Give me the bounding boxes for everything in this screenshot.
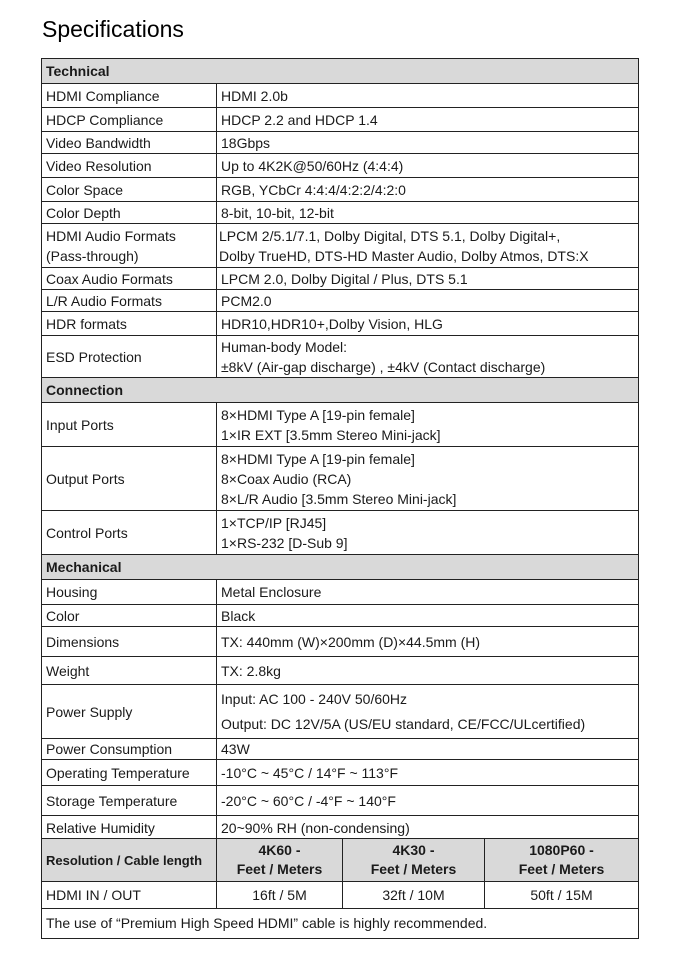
spec-row [42, 132, 639, 154]
spec-value-line: 8×HDMI Type A [19-pin female] [221, 406, 415, 423]
cable-length-value: 50ft / 15M [485, 882, 639, 909]
spec-value-line: LPCM 2/5.1/7.1, Dolby Digital, DTS 5.1, Dolby Digital+, [219, 227, 561, 244]
spec-row [42, 336, 639, 378]
spec-value-line: Input: AC 100 - 240V 50/60Hz [221, 690, 408, 707]
spec-label: Weight [42, 657, 217, 685]
section-header-row [42, 378, 639, 403]
spec-value: TX: 2.8kg [217, 657, 639, 685]
spec-label [42, 224, 217, 268]
spec-label: Coax Audio Formats [42, 268, 217, 290]
cable-length-row [42, 882, 639, 909]
cable-length-table [41, 838, 639, 939]
spec-label-line: HDMI Audio Formats [46, 227, 176, 244]
spec-row [42, 108, 639, 132]
spec-label: Video Resolution [42, 154, 217, 178]
spec-row [42, 290, 639, 312]
column-header-line: 4K30 - [392, 842, 435, 858]
specifications-table [41, 58, 639, 840]
spec-value: Up to 4K2K@50/60Hz (4:4:4) [217, 154, 639, 178]
spec-row [42, 312, 639, 336]
spec-label: Housing [42, 580, 217, 605]
column-header-1080p60 [485, 839, 639, 882]
resolution-header-label: Resolution / Cable length [42, 839, 217, 882]
spec-label-line: (Pass-through) [46, 247, 139, 264]
section-header-row [42, 59, 639, 84]
spec-label: Relative Humidity [42, 816, 217, 840]
spec-value-line: 1×TCP/IP [RJ45] [221, 514, 327, 531]
spec-value: Metal Enclosure [217, 580, 639, 605]
spec-value: HDR10,HDR10+,Dolby Vision, HLG [217, 312, 639, 336]
spec-value-line: Output: DC 12V/5A (US/EU standard, CE/FCC/ULcertified) [221, 715, 586, 732]
spec-value-line: Dolby TrueHD, DTS-HD Master Audio, Dolby Atmos, DTS:X [219, 247, 589, 264]
spec-row [42, 760, 639, 786]
spec-row [42, 605, 639, 627]
section-header-mechanical: Mechanical [42, 555, 639, 580]
spec-label: Control Ports [42, 511, 217, 555]
spec-value [217, 336, 639, 378]
spec-value-line: 1×IR EXT [3.5mm Stereo Mini-jack] [221, 426, 441, 443]
section-header-row [42, 555, 639, 580]
spec-row [42, 202, 639, 224]
spec-row [42, 816, 639, 840]
spec-label: Output Ports [42, 447, 217, 511]
spec-row [42, 657, 639, 685]
cable-length-value: 16ft / 5M [217, 882, 343, 909]
spec-label: Storage Temperature [42, 786, 217, 816]
cable-recommendation-note: The use of “Premium High Speed HDMI” cable is highly recommended. [42, 909, 639, 939]
spec-row [42, 224, 639, 268]
spec-value: 8-bit, 10-bit, 12-bit [217, 202, 639, 224]
spec-row [42, 511, 639, 555]
spec-value: -20°C ~ 60°C / -4°F ~ 140°F [217, 786, 639, 816]
spec-value [217, 685, 639, 739]
spec-label: Color [42, 605, 217, 627]
spec-row [42, 154, 639, 178]
spec-value: HDCP 2.2 and HDCP 1.4 [217, 108, 639, 132]
cable-length-header-row [42, 839, 639, 882]
spec-value: 18Gbps [217, 132, 639, 154]
spec-value-line: 1×RS-232 [D-Sub 9] [221, 534, 348, 551]
spec-label: L/R Audio Formats [42, 290, 217, 312]
spec-value: -10°C ~ 45°C / 14°F ~ 113°F [217, 760, 639, 786]
spec-value [217, 224, 639, 268]
spec-label: ESD Protection [42, 336, 217, 378]
spec-value: LPCM 2.0, Dolby Digital / Plus, DTS 5.1 [217, 268, 639, 290]
spec-row [42, 403, 639, 447]
spec-label: Operating Temperature [42, 760, 217, 786]
spec-row [42, 178, 639, 202]
note-row [42, 909, 639, 939]
spec-value: PCM2.0 [217, 290, 639, 312]
spec-value: Black [217, 605, 639, 627]
page-title: Specifications [42, 16, 184, 42]
spec-value-line: 8×Coax Audio (RCA) [221, 470, 352, 487]
spec-row [42, 685, 639, 739]
spec-label: HDCP Compliance [42, 108, 217, 132]
spec-label: Dimensions [42, 627, 217, 657]
spec-value: TX: 440mm (W)×200mm (D)×44.5mm (H) [217, 627, 639, 657]
spec-row [42, 268, 639, 290]
spec-value: RGB, YCbCr 4:4:4/4:2:2/4:2:0 [217, 178, 639, 202]
section-header-connection: Connection [42, 378, 639, 403]
spec-label: Power Consumption [42, 739, 217, 760]
spec-row [42, 447, 639, 511]
spec-value [217, 403, 639, 447]
column-header-line: 1080P60 - [529, 842, 594, 858]
spec-label: Power Supply [42, 685, 217, 739]
spec-label: Color Depth [42, 202, 217, 224]
column-header-line: 4K60 - [258, 842, 301, 858]
spec-label: Input Ports [42, 403, 217, 447]
spec-row [42, 739, 639, 760]
spec-value: 20~90% RH (non-condensing) [217, 816, 639, 840]
spec-value-line: ±8kV (Air-gap discharge) , ±4kV (Contact discharge) [221, 358, 546, 375]
row-label-hdmi-in-out: HDMI IN / OUT [42, 882, 217, 909]
spec-row [42, 84, 639, 108]
spec-value: 43W [217, 739, 639, 760]
spec-label: Video Bandwidth [42, 132, 217, 154]
column-header-4k60 [217, 839, 343, 882]
spec-row [42, 627, 639, 657]
spec-value [217, 511, 639, 555]
cable-length-value: 32ft / 10M [343, 882, 485, 909]
spec-row [42, 786, 639, 816]
spec-value-line: 8×L/R Audio [3.5mm Stereo Mini-jack] [221, 490, 457, 507]
spec-value-line: 8×HDMI Type A [19-pin female] [221, 450, 415, 467]
column-header-line: Feet / Meters [518, 861, 605, 877]
spec-value-line: Human-body Model: [221, 338, 348, 355]
spec-label: HDMI Compliance [42, 84, 217, 108]
column-header-4k30 [343, 839, 485, 882]
spec-value: HDMI 2.0b [217, 84, 639, 108]
spec-label: Color Space [42, 178, 217, 202]
spec-label: HDR formats [42, 312, 217, 336]
section-header-technical: Technical [42, 59, 639, 84]
spec-value [217, 447, 639, 511]
column-header-line: Feet / Meters [370, 861, 457, 877]
column-header-line: Feet / Meters [236, 861, 323, 877]
spec-row [42, 580, 639, 605]
